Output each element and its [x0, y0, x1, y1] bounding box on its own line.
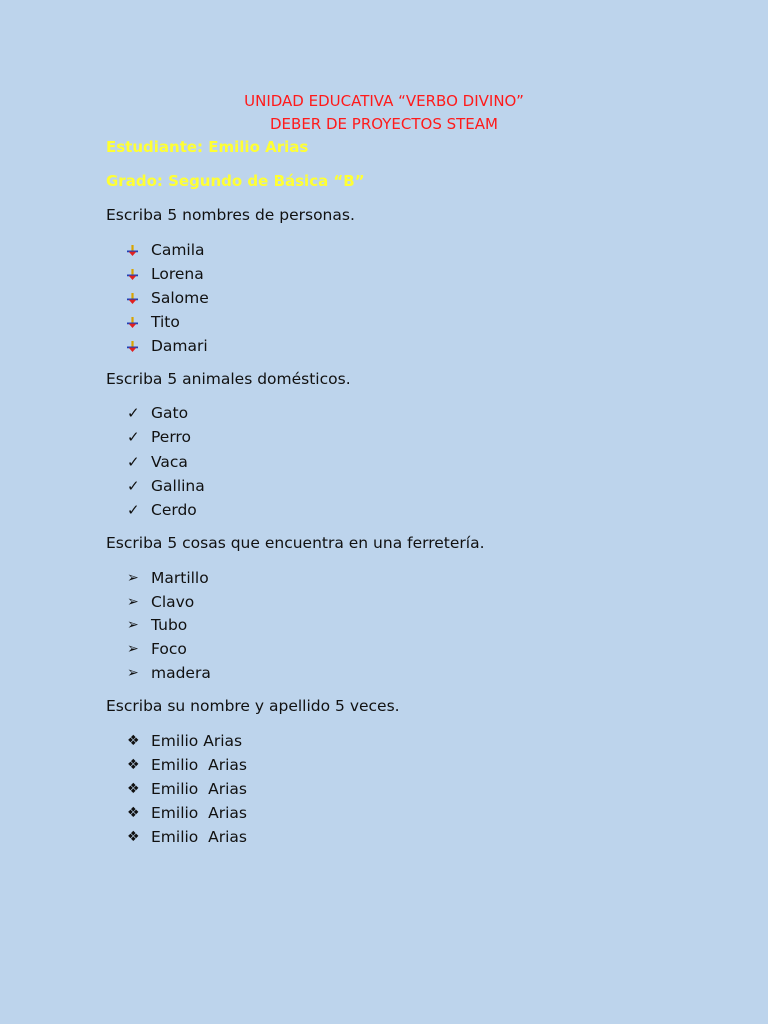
- assignment-title: DEBER DE PROYECTOS STEAM: [270, 115, 498, 133]
- list-item: Tito: [127, 311, 180, 333]
- arrowhead-icon: ➢: [127, 665, 139, 681]
- list-item: ✓ Perro: [127, 427, 191, 446]
- checkmark-icon: ✓: [127, 427, 140, 446]
- list-item: ✓ Vaca: [127, 452, 188, 471]
- four-diamond-icon: ❖: [127, 757, 140, 773]
- list-item: ✓ Cerdo: [127, 500, 197, 519]
- checkmark-icon: ✓: [127, 403, 140, 422]
- list-item: ➢ madera: [127, 664, 211, 682]
- list-item: ➢ Tubo: [127, 616, 188, 634]
- arrowhead-icon: ➢: [127, 617, 139, 633]
- four-diamond-icon: ❖: [127, 829, 140, 845]
- arrowhead-icon: ➢: [127, 641, 139, 657]
- list-item: ❖ Emilio Arias: [127, 780, 248, 798]
- arrowhead-icon: ➢: [127, 594, 139, 610]
- list-item: Salome: [127, 287, 209, 309]
- list-item: ❖ Emilio Arias: [127, 804, 248, 822]
- arrowhead-icon: ➢: [127, 570, 139, 586]
- colored-down-arrow-icon: [127, 317, 138, 328]
- colored-down-arrow-icon: [127, 341, 138, 352]
- four-diamond-icon: ❖: [127, 733, 140, 749]
- list-item: Camila: [127, 239, 205, 261]
- checkmark-icon: ✓: [127, 500, 140, 519]
- list-item: ✓ Gallina: [127, 476, 205, 495]
- four-diamond-icon: ❖: [127, 781, 140, 797]
- colored-down-arrow-icon: [127, 245, 138, 256]
- student-line: Estudiante: Emilio Arias: [106, 138, 309, 156]
- grade-line: Grado: Segundo de Básica “B”: [106, 172, 365, 190]
- question-hardware: Escriba 5 cosas que encuentra en una ferretería.: [106, 534, 485, 552]
- list-item: ➢ Foco: [127, 640, 187, 658]
- list-item: ➢ Clavo: [127, 593, 195, 611]
- question-animals: Escriba 5 animales domésticos.: [106, 370, 351, 388]
- colored-down-arrow-icon: [127, 293, 138, 304]
- list-item: Damari: [127, 335, 208, 357]
- colored-down-arrow-icon: [127, 269, 138, 280]
- checkmark-icon: ✓: [127, 476, 140, 495]
- school-title: UNIDAD EDUCATIVA “VERBO DIVINO”: [244, 92, 524, 110]
- list-item: ➢ Martillo: [127, 569, 209, 587]
- list-item: ❖ Emilio Arias: [127, 732, 243, 750]
- list-item: ❖ Emilio Arias: [127, 756, 248, 774]
- list-item: Lorena: [127, 263, 204, 285]
- checkmark-icon: ✓: [127, 452, 140, 471]
- question-names: Escriba 5 nombres de personas.: [106, 206, 355, 224]
- question-name-repeat: Escriba su nombre y apellido 5 veces.: [106, 697, 400, 715]
- list-item: ✓ Gato: [127, 403, 189, 422]
- list-item: ❖ Emilio Arias: [127, 828, 248, 846]
- four-diamond-icon: ❖: [127, 805, 140, 821]
